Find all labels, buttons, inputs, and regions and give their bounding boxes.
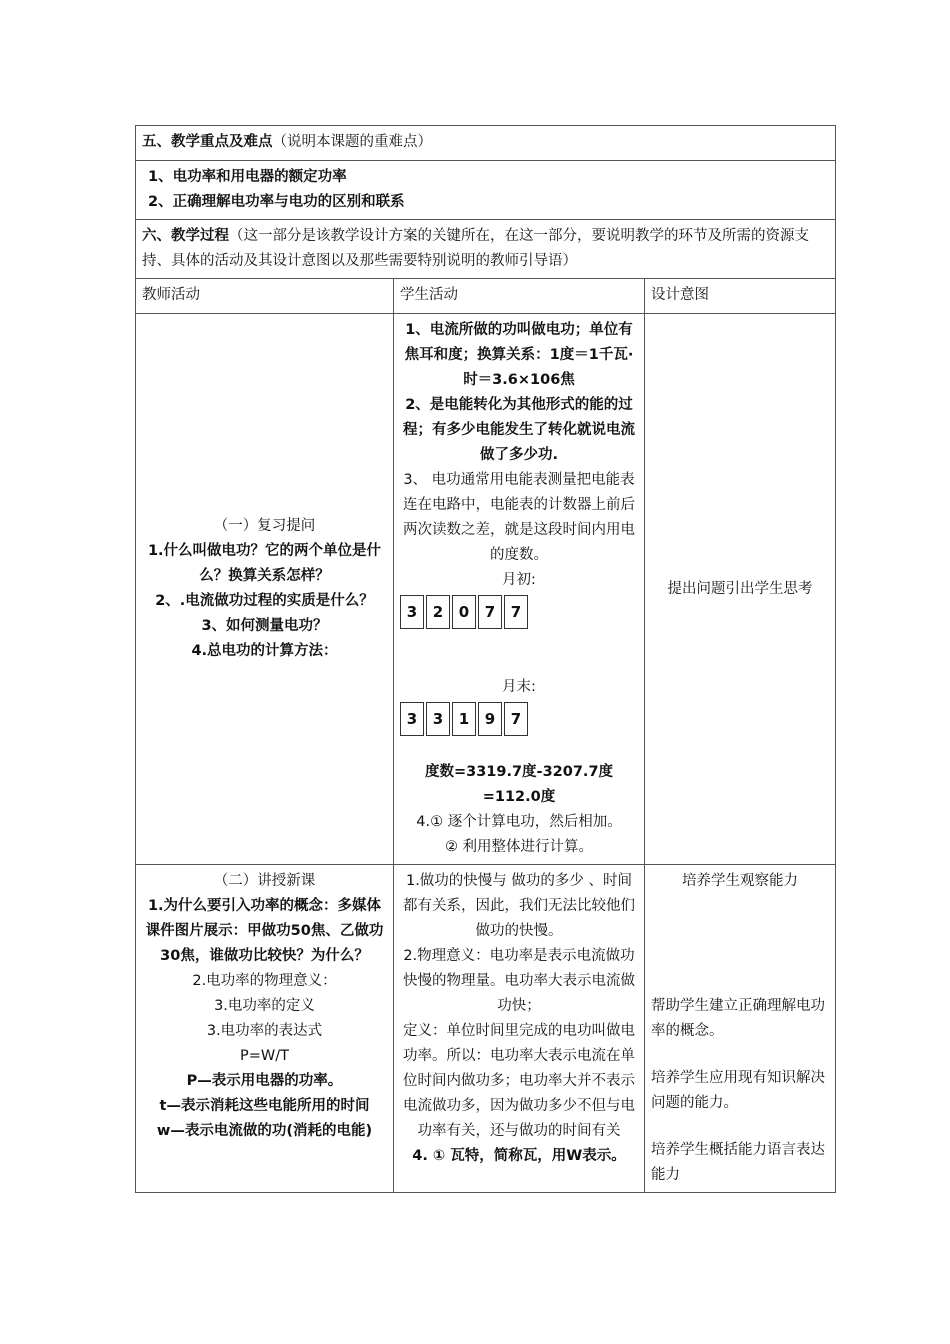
new-lesson-teacher-cell	[136, 865, 394, 1193]
review-heading: （一）复习提问	[213, 518, 316, 534]
lesson-plan-table	[135, 125, 836, 1193]
review-answer: 2、是电能转化为其他形式的能的过程；有多少电能发生了转化就说电流做了多少功.	[403, 397, 635, 463]
meter-digit: 7	[504, 702, 528, 736]
meter-digit: 1	[452, 702, 476, 736]
column-header-student: 学生活动	[394, 279, 645, 314]
column-header-teacher: 教师活动	[136, 279, 394, 314]
design-intent: 培养学生观察能力	[682, 873, 798, 889]
new-lesson-answer: 4. ① 瓦特，简称瓦，用W表示。	[412, 1148, 626, 1164]
review-row	[136, 314, 836, 865]
section5-header-row	[136, 126, 836, 161]
review-question: 3、如何测量电功？	[201, 618, 328, 634]
review-student-cell	[394, 314, 645, 865]
section5-points-row	[136, 161, 836, 220]
key-point: 1、电功率和用电器的额定功率	[148, 169, 347, 185]
meter-digit: 3	[426, 702, 450, 736]
new-lesson-design-cell	[645, 865, 836, 1193]
meter-digit: 7	[478, 595, 502, 629]
section5-header-cell	[136, 126, 836, 161]
meter-start-display	[400, 593, 638, 631]
new-lesson-item: 3.电功率的表达式	[206, 1023, 323, 1039]
meter-digit: 0	[452, 595, 476, 629]
new-lesson-item: 3.电功率的定义	[214, 998, 315, 1014]
key-point: 2、正确理解电功率与电功的区别和联系	[148, 194, 405, 210]
review-question: 1.什么叫做电功？它的两个单位是什么？换算关系怎样？	[147, 543, 382, 584]
meter-end-label: 月末:	[502, 679, 536, 695]
new-lesson-item: 2.电功率的物理意义：	[192, 973, 337, 989]
design-intent: 帮助学生建立正确理解电功率的概念。	[651, 998, 825, 1039]
meter-digit: 7	[504, 595, 528, 629]
review-design-cell: 提出问题引出学生思考	[645, 314, 836, 865]
calc-method: 4.① 逐个计算电功，然后相加。	[416, 814, 622, 830]
design-intent: 培养学生概括能力语言表达能力	[651, 1142, 825, 1183]
meter-end-display	[400, 700, 638, 738]
meter-digit: 9	[478, 702, 502, 736]
review-question: 2、.电流做功过程的实质是什么？	[155, 593, 374, 609]
meter-digit: 3	[400, 595, 424, 629]
new-lesson-item: 1.为什么要引入功率的概念：多媒体课件图片展示：甲做功50焦、乙做功30焦，谁做功比较快？为什么？	[145, 898, 384, 964]
review-teacher-cell	[136, 314, 394, 865]
review-question: 4.总电功的计算方法：	[191, 643, 338, 659]
section6-note: （这一部分是该教学设计方案的关键所在，在这一部分，要说明教学的环节及所需的资源支持、具体的活动及其设计意图以及那些需要特别说明的教师引导语）	[142, 228, 809, 269]
design-intent: 培养学生应用现有知识解决问题的能力。	[651, 1070, 825, 1111]
formula-term: P—表示用电器的功率。	[186, 1073, 343, 1089]
power-formula: P=W/T	[240, 1048, 289, 1064]
section6-header-cell	[136, 220, 836, 279]
reading-difference: 度数=3319.7度-3207.7度=112.0度	[424, 764, 614, 805]
meter-digit: 3	[400, 702, 424, 736]
section6-title: 六、教学过程	[142, 228, 229, 244]
meter-digit: 2	[426, 595, 450, 629]
section5-points-cell	[136, 161, 836, 220]
new-lesson-student-cell	[394, 865, 645, 1193]
formula-term: w—表示电流做的功(消耗的电能)	[156, 1123, 373, 1139]
formula-term: t—表示消耗这些电能所用的时间	[159, 1098, 370, 1114]
new-lesson-heading: （二）讲授新课	[213, 873, 316, 889]
review-answer: 3、 电功通常用电能表测量把电能表连在电路中，电能表的计数器上前后两次读数之差，就是这段时间内用电的度数。	[403, 472, 635, 563]
section5-note: （说明本课题的重难点）	[272, 134, 432, 150]
new-lesson-row	[136, 865, 836, 1193]
calc-method: ② 利用整体进行计算。	[444, 839, 594, 855]
new-lesson-answer: 定义：单位时间里完成的电功叫做电功率。所以：电功率大表示电流在单位时间内做功多；电功率大并不表示电流做功多，因为做功多少不但与电功率有关，还与做功的时间有关	[403, 1023, 635, 1139]
column-header-design: 设计意图	[645, 279, 836, 314]
meter-start-label: 月初:	[502, 572, 536, 588]
new-lesson-answer: 1.做功的快慢与 做功的多少 、时间 都有关系，因此，我们无法比较他们做功的快慢。	[403, 873, 635, 939]
section6-header-row	[136, 220, 836, 279]
column-header-row	[136, 279, 836, 314]
review-answer: 1、电流所做的功叫做电功；单位有焦耳和度；换算关系：1度＝1千瓦·时＝3.6×106焦	[404, 322, 634, 388]
section5-title: 五、教学重点及难点	[142, 134, 273, 150]
new-lesson-answer: 2.物理意义：电功率是表示电流做功快慢的物理量。电功率大表示电流做功快；	[403, 948, 635, 1014]
